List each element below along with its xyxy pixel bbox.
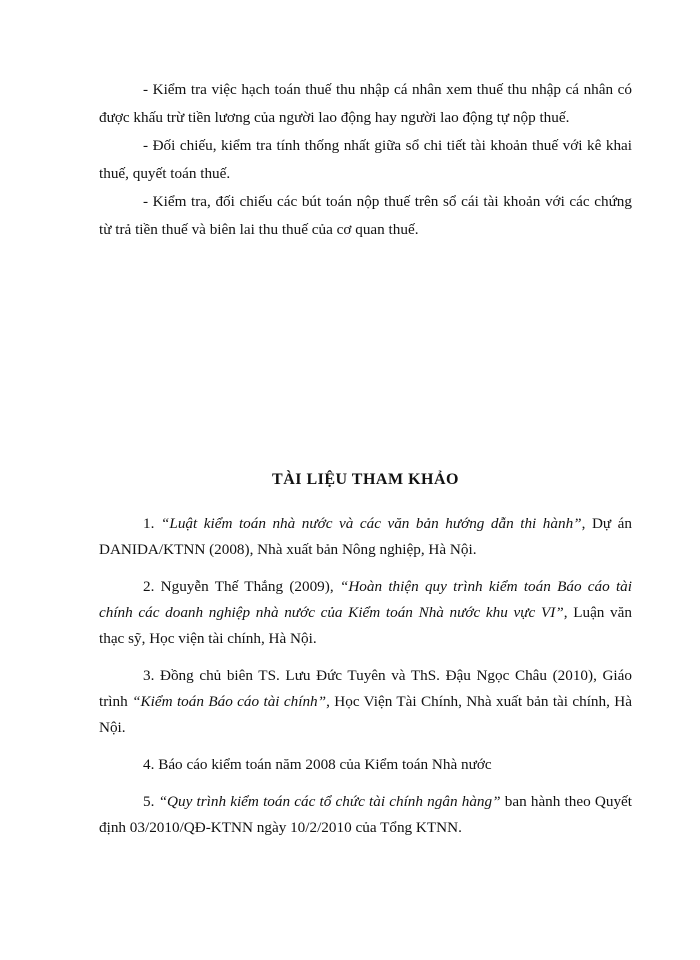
reference-item [99,789,632,841]
reference-title: “Luật kiểm toán nhà nước và các văn bản hướng dẫn thi hành” [160,515,582,532]
reference-details: ban hành theo Quyết định 03/2010/QĐ-KTNN ngày 10/2/2010 của Tổng KTNN. [99,793,632,836]
reference-item [99,752,632,778]
reference-item [99,574,632,652]
reference-title: “Kiểm toán Báo cáo tài chính” [132,693,327,710]
reference-number: 5. [143,793,155,810]
reference-details: , Dự án DANIDA/KTNN (2008), Nhà xuất bản Nông nghiệp, Hà Nội. [99,515,633,558]
reference-item [99,511,632,563]
reference-number: 4. [143,756,155,773]
reference-details: , Luận văn thạc sỹ, Học viện tài chính, Hà Nội. [99,604,632,647]
references-heading: TÀI LIỆU THAM KHẢO [272,471,459,488]
reference-title: “Hoàn thiện quy trình kiểm toán Báo cáo tài chính các doanh nghiệp nhà nước của Kiểm toán Nhà nước khu vực VI” [99,578,632,621]
reference-author: Nguyễn Thế Thắng (2009), [160,578,334,595]
paragraph: - Kiểm tra, đối chiếu các bút toán nộp thuế trên sổ cái tài khoản với các chứng từ trả tiền thuế và biên lai thu thuế của cơ quan thuế. [99,193,632,238]
paragraph: - Kiểm tra việc hạch toán thuế thu nhập cá nhân xem thuế thu nhập cá nhân có được khấu trừ tiền lương của người lao động hay người lao động tự nộp thuế. [99,81,632,126]
references-list [99,511,632,852]
reference-title: “Quy trình kiểm toán các tổ chức tài chính ngân hàng” [158,793,501,810]
reference-item [99,663,632,741]
reference-number: 3. [143,667,155,684]
reference-author: Đồng chủ biên TS. Lưu Đức Tuyên và ThS. Đậu Ngọc Châu (2010), Giáo trình [99,667,632,710]
reference-number: 1. [143,515,155,532]
reference-author: Báo cáo kiểm toán năm 2008 của Kiểm toán Nhà nước [158,756,492,773]
body-text [99,76,632,244]
reference-details: , Học Viện Tài Chính, Nhà xuất bản tài chính, Hà Nội. [99,693,633,736]
reference-number: 2. [143,578,155,595]
paragraph: - Đối chiếu, kiểm tra tính thống nhất giữa sổ chi tiết tài khoản thuế với kê khai thuế, quyết toán thuế. [99,137,632,182]
